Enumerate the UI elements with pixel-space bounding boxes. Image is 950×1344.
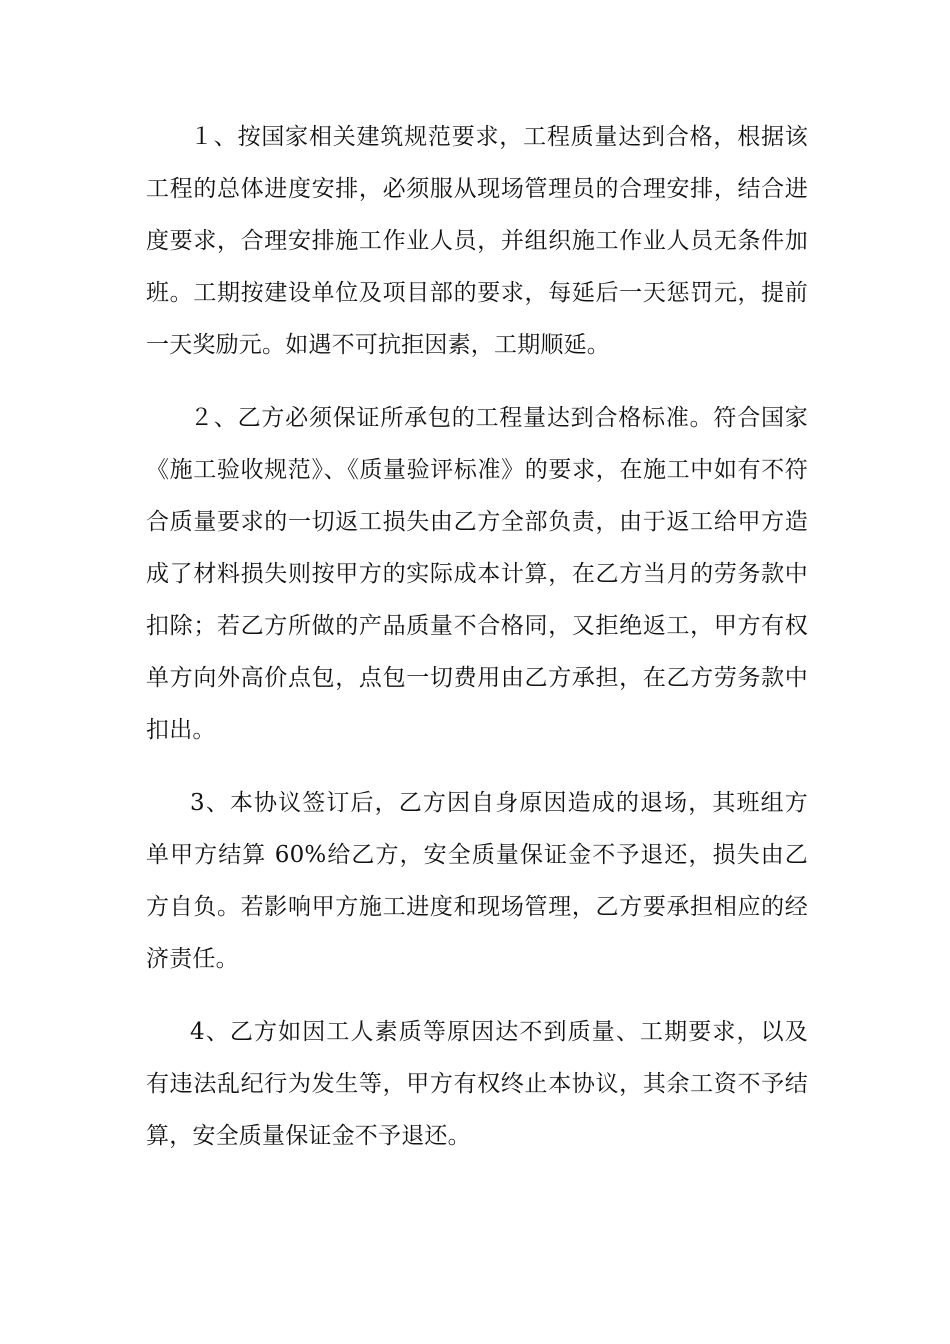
- clause-1-paragraph: １、按国家相关建筑规范要求，工程质量达到合格，根据该工程的总体进度安排，必须服从现场管理员的合理安排，结合进度要求，合理安排施工作业人员，并组织施工作业人员无条件加班。工期按建设单位及项目部的要求，每延后一天惩罚元，提前一天奖励元。如遇不可抗拒因素，工期顺延。: [146, 124, 808, 358]
- document-body: [146, 111, 808, 1162]
- clause-4-paragraph: 4、乙方如因工人素质等原因达不到质量、工期要求，以及有违法乱纪行为发生等，甲方有权终止本协议，其余工资不予结算，安全质量保证金不予退还。: [146, 1019, 808, 1149]
- clause-2-paragraph: ２、乙方必须保证所承包的工程量达到合格标准。符合国家《施工验收规范》、《质量验评标准》的要求，在施工中如有不符合质量要求的一切返工损失由乙方全部负责，由于返工给甲方造成了材料损失则按甲方的实际成本计算，在乙方当月的劳务款中扣除；若乙方所做的产品质量不合格同，又拒绝返工，甲方有权单方向外高价点包，点包一切费用由乙方承担，在乙方劳务款中扣出。: [146, 405, 808, 743]
- clause-3-paragraph: 3、本协议签订后，乙方因自身原因造成的退场，其班组方单甲方结算 60%给乙方，安全质量保证金不予退还，损失由乙方自负。若影响甲方施工进度和现场管理，乙方要承担相应的经济责任。: [146, 790, 808, 972]
